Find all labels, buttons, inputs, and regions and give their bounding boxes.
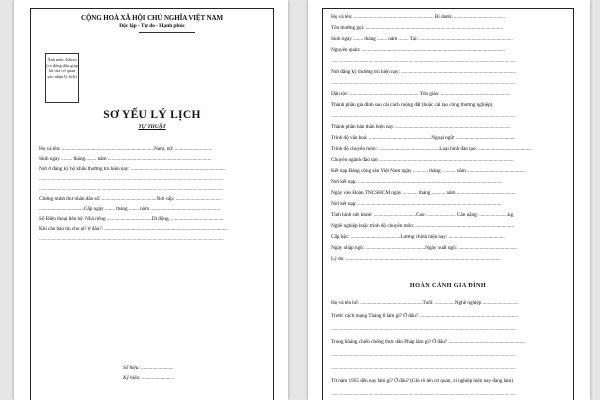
- field-continuation: ....................................................................................................................................................: [331, 352, 516, 358]
- field-continuation: ....................................................................................................................................................: [39, 236, 224, 242]
- field-since-1955: Từ năm 1955 đến nay làm gì? Ở đâu? (Ghi rõ tên cơ quan, xí nghiệp hiện nay đang làm): [331, 378, 514, 384]
- field-continuation: ....................................................................................................................................................: [39, 176, 224, 182]
- field-continuation: ....................................................................................................................................................: [331, 365, 516, 371]
- field-permanent-address: Nơi ở đăng ký hộ khẩu thường trú hiện nay: ............................................................................: [39, 166, 226, 172]
- field-occupation: Nghề nghiệp hoặc trình độ chuyên môn: ...............................................................................: [331, 223, 514, 229]
- field-continuation: ....................................................................................................................................................: [331, 391, 516, 397]
- field-id-number: Chứng minh thư nhân dân số: ............................................Nơi cấp: .....................................: [39, 196, 222, 202]
- form-page-left: [14, 0, 288, 400]
- field-hometown: Nguyên quán: ...................................................................................................................: [331, 47, 505, 53]
- form-subtitle: TỰ THUẬT: [138, 124, 166, 130]
- page-border: [322, 8, 574, 400]
- field-full-name: Họ và tên: ................................................................ Bí danh: .........................................: [331, 14, 505, 20]
- field-health: Tình hình sức khoẻ: ..................................Cao: ....................... Cân nặng: .......................kg: [331, 212, 514, 218]
- field-continuation: ....................................................................................................................................................: [331, 113, 516, 119]
- form-title: SƠ YẾU LÝ LỊCH: [103, 109, 201, 121]
- field-common-name: Tên thường gọi: ..............................................................................................................: [331, 25, 503, 31]
- field-pre-revolution: Trước cách mạng Tháng 8 làm gì? Ở đâu? ...............................................................................: [331, 313, 518, 319]
- field-continuation: ....................................................................................................................................................: [39, 186, 224, 192]
- field-continuation: ....................................................................................................................................................: [331, 326, 516, 332]
- field-own-class: Thành phần bản thân hiện nay: ............................................................................................: [331, 124, 511, 130]
- field-qualification: Trình độ chuyên môn: .................................................Loại hình đào tạo: ...........................................: [331, 146, 532, 152]
- field-resistance-war: Trong kháng chiến chống thực dân Pháp làm gì? Ở đâu? ..............................................................: [331, 339, 526, 345]
- signature-number: Số hiệu: ..........................: [123, 365, 174, 371]
- signature-code: Ký hiệu: ..........................: [123, 375, 175, 381]
- field-id-issue-date: ....................................Cấp ngày ........ tháng ........ năm ........................................................: [39, 206, 221, 212]
- section-title: HOÀN CẢNH GIA ĐÌNH: [409, 282, 487, 289]
- photo-placeholder-text: Ảnh màu 4x6cm (có đóng dấu giáp lai của cơ quan xác nhận lý lịch): [46, 57, 78, 79]
- field-birth: Sinh ngày ........ tháng ........ năm ........ Tại: ...........................................................................: [331, 36, 513, 42]
- national-motto: Độc lập - Tự do - Hạnh phúc: [119, 23, 185, 29]
- field-residence: Nơi đăng ký thường trú hiện nay: ............................................................................................: [331, 69, 516, 75]
- field-family-class: Thành phần gia đình sau cải cách ruộng đất (hoặc cải tạo công thương nghiệp): [331, 102, 493, 108]
- field-major: Chuyên ngành đào tạo: ...........................................................................................................: [331, 157, 514, 163]
- field-full-name: Họ và tên: ..........................................................................Nam, nữ: ..............................: [39, 146, 213, 152]
- national-title: CỘNG HOÀ XÃ HỘI CHỦ NGHĨA VIỆT NAM: [81, 14, 223, 22]
- field-continuation: ....................................................................................................................................................: [331, 80, 516, 86]
- photo-placeholder: [45, 53, 79, 103]
- field-emergency-contact: Khi cần báo tin cho ai? ở đâu?: ...................................................................................................: [39, 226, 228, 232]
- field-rank: Cấp bậc: ........................................Lương chính hiện nay: .............................................: [331, 234, 505, 240]
- field-ethnicity: Dân tộc: ....................................................... Tôn giáo: .......................................................: [331, 91, 510, 97]
- field-education: Trình độ văn hoá: ..................................................Ngoại ngữ: ................................................: [331, 135, 516, 141]
- header-underline: [139, 32, 195, 33]
- field-continuation: ....................................................................................................................................................: [331, 58, 516, 64]
- field-youth-union: Ngày vào Đoàn TNCSHCM ngày ............ tháng ........... năm ...............................................: [331, 190, 516, 196]
- page-border: [30, 8, 274, 400]
- field-party-admission: Kết nạp Đảng cộng sản Việt Nam ngày ............ tháng ........... năm ...............................................: [331, 168, 526, 174]
- field-phone: Số Điện thoại liên hệ: Nhà riêng ....................................Di động. ..........................................: [39, 216, 224, 222]
- form-page-right: [308, 0, 590, 400]
- field-father-name: Họ và tên bố: ..................................................Tuổi: ................Nghề nghiệp .............................: [331, 300, 519, 306]
- field-reason: Lý do: ............................................................................................................................: [331, 256, 501, 262]
- field-birth-date: Sinh ngày ......... tháng......... năm ...................................................................................: [39, 156, 212, 162]
- field-admission-place: Nơi kết nạp: ...................................................................................................................: [331, 201, 502, 207]
- field-enlistment: Ngày nhập ngũ: ................................................Ngày xuất ngũ: ...............................................: [331, 245, 517, 251]
- field-admission-place: Nơi kết nạp: ...................................................................................................................: [331, 179, 502, 185]
